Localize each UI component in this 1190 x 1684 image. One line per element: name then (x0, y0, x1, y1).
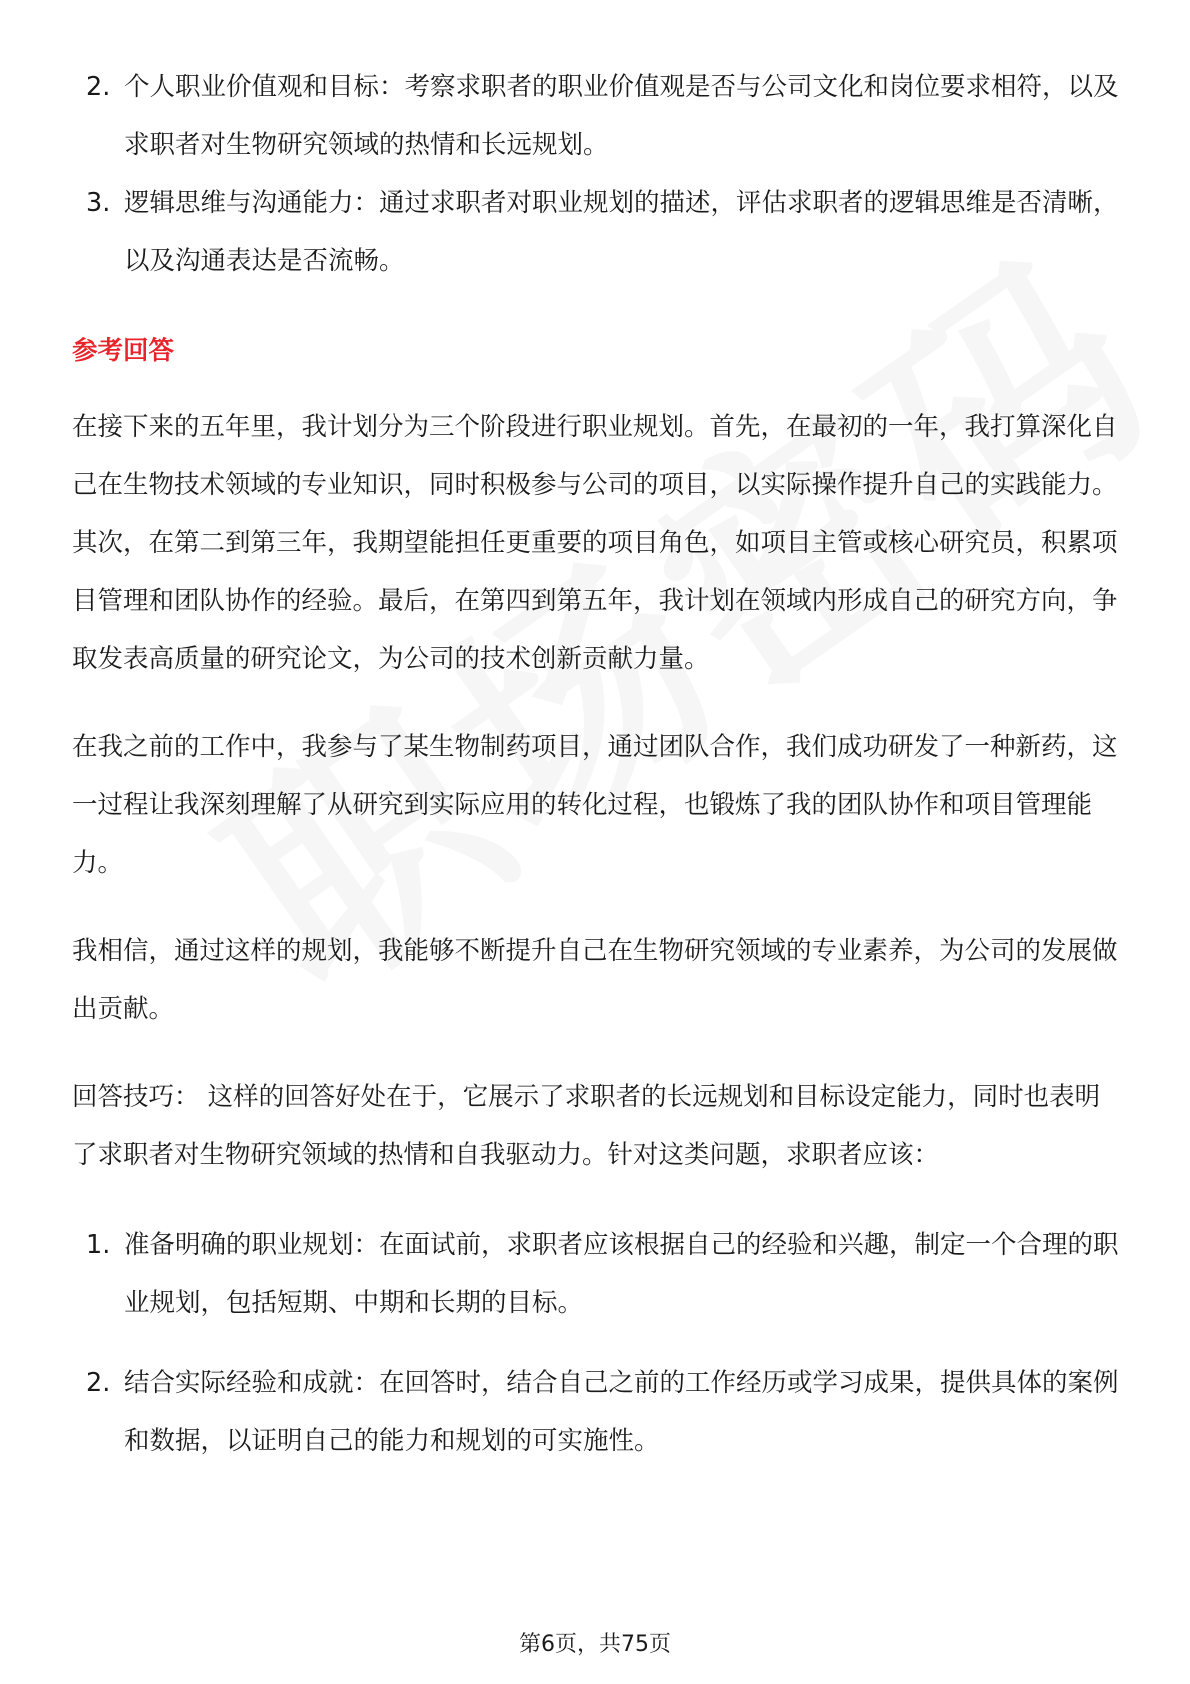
answer-paragraph: 在我之前的工作中，我参与了某生物制药项目，通过团队合作，我们成功研发了一种新药，这一过程让我深刻理解了从研究到实际应用的转化过程，也锻炼了我的团队协作和项目管理能力。 (72, 732, 1118, 878)
criteria-list (72, 58, 1120, 290)
list-item (72, 1216, 1120, 1332)
list-item-number: 1. (86, 1230, 111, 1260)
page-number: 第6页，共75页 (519, 1632, 671, 1657)
list-item (72, 58, 1120, 174)
page-content (72, 58, 1120, 1470)
list-item (72, 174, 1120, 290)
tips-paragraph: 回答技巧： 这样的回答好处在于，它展示了求职者的长远规划和目标设定能力，同时也表明了求职者对生物研究领域的热情和自我驱动力。针对这类问题，求职者应该： (72, 1082, 1101, 1170)
answer-paragraph: 在接下来的五年里，我计划分为三个阶段进行职业规划。首先，在最初的一年，我打算深化自己在生物技术领域的专业知识，同时积极参与公司的项目，以实际操作提升自己的实践能力。其次，在第二到第三年，我期望能担任更重要的项目角色，如项目主管或核心研究员，积累项目管理和团队协作的经验。最后，在第四到第五年，我计划在领域内形成自己的研究方向，争取发表高质量的研究论文，为公司的技术创新贡献力量。 (72, 412, 1118, 674)
list-item-number: 3. (86, 188, 111, 218)
answer-paragraph: 我相信，通过这样的规划，我能够不断提升自己在生物研究领域的专业素养，为公司的发展做出贡献。 (72, 936, 1118, 1024)
section-heading: 参考回答 (72, 336, 175, 366)
tips-list (72, 1216, 1120, 1470)
list-item-text: 准备明确的职业规划：在面试前，求职者应该根据自己的经验和兴趣，制定一个合理的职业规划，包括短期、中期和长期的目标。 (124, 1230, 1119, 1318)
list-item-text: 个人职业价值观和目标：考察求职者的职业价值观是否与公司文化和岗位要求相符，以及求职者对生物研究领域的热情和长远规划。 (124, 72, 1119, 160)
list-item-number: 2. (86, 1368, 111, 1398)
list-item-text: 结合实际经验和成就：在回答时，结合自己之前的工作经历或学习成果，提供具体的案例和数据，以证明自己的能力和规划的可实施性。 (124, 1368, 1119, 1456)
list-item-text: 逻辑思维与沟通能力：通过求职者对职业规划的描述，评估求职者的逻辑思维是否清晰，以及沟通表达是否流畅。 (124, 188, 1119, 276)
list-item-number: 2. (86, 72, 111, 102)
list-item (72, 1354, 1120, 1470)
